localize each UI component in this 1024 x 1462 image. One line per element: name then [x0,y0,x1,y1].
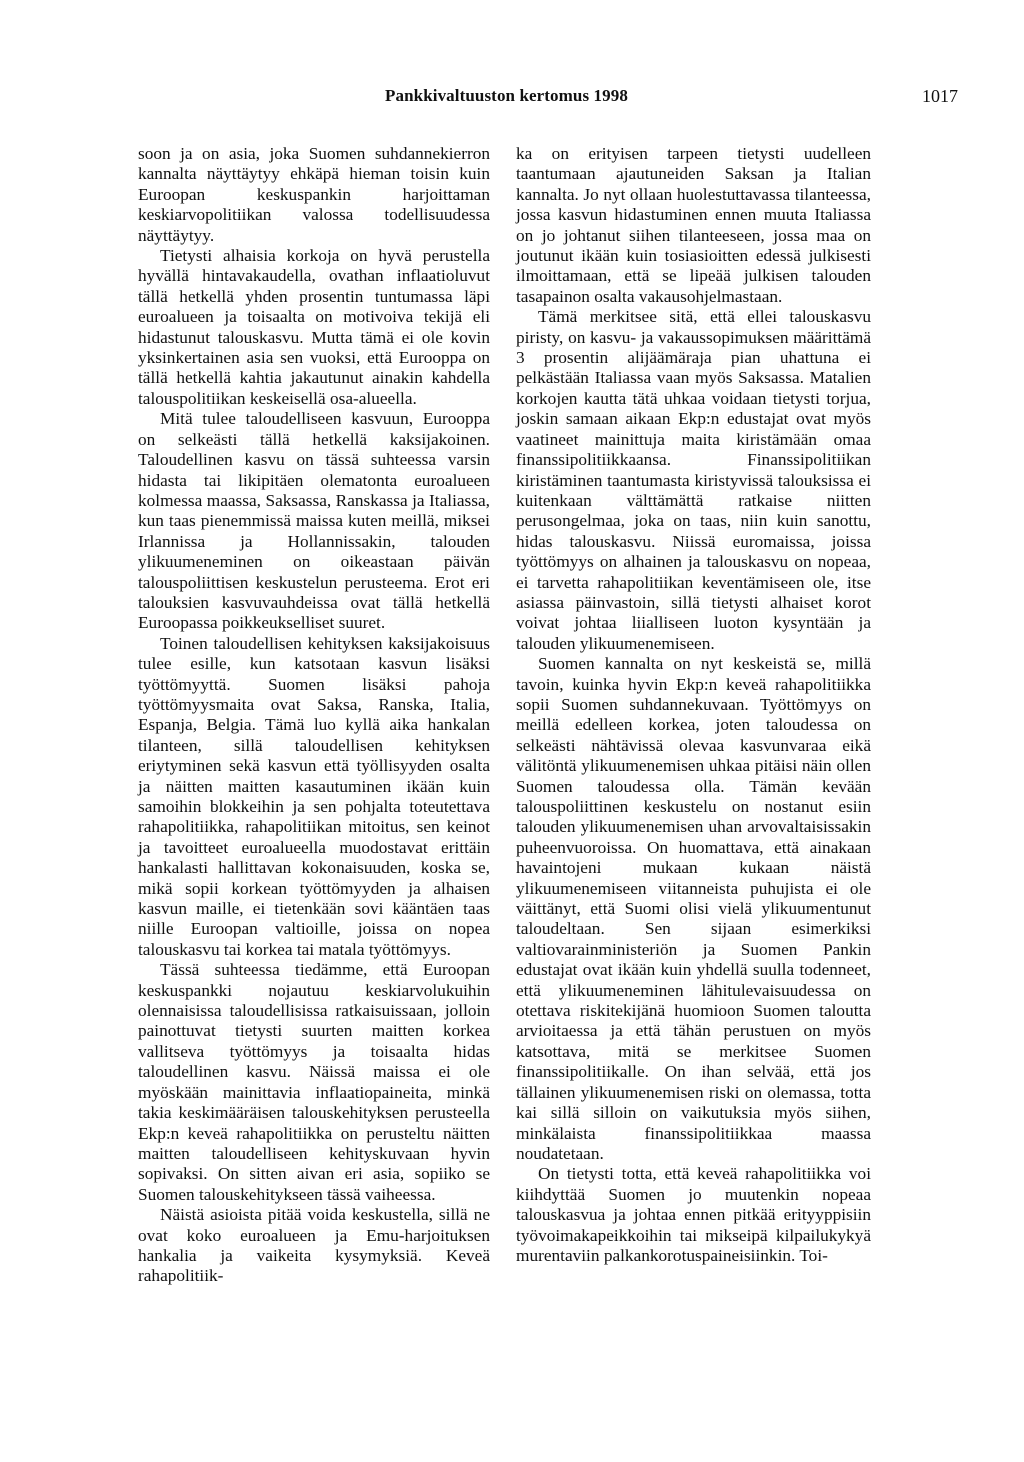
paragraph: On tietysti totta, että keveä rahapolitiikka voi kiihdyttää Suomen jo muutenkin nopeaa talouskasvua ja johtaa ennen pitkää erityyppisiin työvoimakapeikkoihin tai mikseipä kilpailukykyä murentaviin palkankorotuspaineisiinkin. Toi- [516,1164,871,1265]
page-number: 1017 [922,86,958,106]
paragraph: Toinen taloudellisen kehityksen kaksijakoisuus tulee esille, kun katsotaan kasvun lisäksi työttömyyttä. Suomen lisäksi pahoja työttömyysmaita ovat Saksa, Ranska, Italia, Espanja, Belgia. Tämä luo kyllä aika hankalan tilanteen, sillä taloudellisen kehityksen eriytyminen sekä kasvun että työllisyyden osalta ja näitten maitten kasautuminen ikään kuin samoihin blokkeihin ja sen pohjalta toteutettava rahapolitiikka, rahapolitiikan mitoitus, sen keinot ja tavoitteet euroalueella muodostavat erittäin hankalasti hallittavan kokonaisuuden, koska se, mikä sopii korkean työttömyyden ja alhaisen kasvun maille, ei tietenkään sovi kääntäen taas niille Euroopan valtioille, joissa on nopea talouskasvu tai korkea tai matala työttömyys. [138,633,490,959]
paragraph: ka on erityisen tarpeen tietysti uudelleen taantumaan ajautuneiden Saksan ja Italian kannalta. Jo nyt ollaan huolestuttavassa tilanteessa, jossa kasvun hidastuminen ennen muuta Italiassa on jo johtanut siihen tilanteeseen, jossa maa on joutunut ikään kuin tosiasioitten edessä julkisesti ilmoittamaan, että se lipeää julkisen talouden tasapainon osalta vakausohjelmastaan. [516,144,871,306]
left-column [138,144,490,1287]
paragraph: Tässä suhteessa tiedämme, että Euroopan keskuspankki nojautuu keskiarvolukuihin olennaisissa taloudellisissa ratkaisuissaan, jolloin painottuvat tietysti suurten maitten korkea vallitseva työttömyys ja toisaalta hidas taloudellinen kasvu. Näissä maissa ei ole myöskään mainittavia inflaatiopaineita, minkä takia keskimääräisen talouskehityksen perusteella Ekp:n keveä rahapolitiikka on perusteltu näitten maitten taloudelliseen kehityskuvaan hyvin sopivaksi. On sitten aivan eri asia, sopiiko se Suomen talouskehitykseen tässä vaiheessa. [138,960,490,1204]
paragraph: soon ja on asia, joka Suomen suhdannekierron kannalta näyttäytyy ehkäpä hieman toisin kuin Euroopan keskuspankin harjoittaman keskiarvopolitiikan valossa todellisuudessa näyttäytyy. [138,144,490,245]
right-column [516,144,871,1266]
paragraph: Suomen kannalta on nyt keskeistä se, millä tavoin, kuinka hyvin Ekp:n keveä rahapolitiikka sopii Suomen suhdannekuvaan. Työttömyys on meillä edelleen korkea, joten taloudessa on selkeästi nähtävissä olevaa kasvunvaraa eikä välitöntä ylikuumenemisen uhkaa pitäisi näin ollen Suomen taloudessa olla. Tämän kevään talouspoliittinen keskustelu on nostanut esiin talouden ylikuumenemisen uhan arvovaltaisissakin puheenvuoroissa. On huomattava, että ainakaan havaintojeni mukaan kukaan näistä ylikuumenemiseen viitanneista puhujista ei ole väittänyt, että Suomi olisi vielä ylikuumentunut taloudeltaan. Sen sijaan esimerkiksi valtiovarainministeriön ja Suomen Pankin edustajat ovat ikään kuin yhdellä suulla todenneet, että ylikuumeneminen lähitulevaisuudessa on otettava riskitekijänä huomioon Suomen taloutta arvioitaessa ja että tähän perustuen on myös katsottava, mitä se merkitsee Suomen finanssipolitiikalle. On ihan selvää, että jos tällainen ylikuumenemisen riski on olemassa, totta kai sillä silloin on vaikutuksia myös siihen, minkälaista finanssipolitiikkaa maassa noudatetaan. [516,654,871,1163]
running-title: Pankkivaltuuston kertomus 1998 [385,86,628,105]
page-header [138,86,958,116]
paragraph: Tämä merkitsee sitä, että ellei talouskasvu piristy, on kasvu- ja vakaussopimuksen määrittämä 3 prosentin alijäämäraja pian uhattuna ei pelkästään Italiassa vaan myös Saksassa. Matalien korkojen kautta tätä uhkaa voidaan tietysti torjua, joskin samaan aikaan Ekp:n edustajat ovat myös vaatineet mainittuja maita kiristämään omaa finanssipolitiikkaansa. Finanssipolitiikan kiristäminen taantumasta kiristyvissä talouksissa ei kuitenkaan välttämättä ratkaise niitten perusongelmaa, joka on taas, niin kuin sanottu, hidas talouskasvu. Niissä euromaissa, joissa työttömyys on alhainen ja talouskasvu on nopeaa, ei tarvetta rahapolitiikan keventämiseen ole, itse asiassa päinvastoin, sillä tietysti alhaiset korot voivat johtaa liialliseen luoton kysyntään ja talouden ylikuumenemiseen. [516,307,871,653]
paragraph: Näistä asioista pitää voida keskustella, sillä ne ovat koko euroalueen ja Emu-harjoituksen hankalia ja vaikeita kysymyksiä. Keveä rahapolitiik- [138,1205,490,1286]
paragraph: Tietysti alhaisia korkoja on hyvä perustella hyvällä hintavakaudella, ovathan inflaatioluvut tällä hetkellä yhden prosentin tuntumassa läpi euroalueen ja toisaalta on motivoiva tekijä eli hidastunut talouskasvu. Mutta tämä ei ole kovin yksinkertainen asia sen vuoksi, että Eurooppa on tällä hetkellä kahtia jakautunut ainakin kahdella talouspolitiikan keskeisellä osa-alueella. [138,246,490,408]
paragraph: Mitä tulee taloudelliseen kasvuun, Eurooppa on selkeästi tällä hetkellä kaksijakoinen. Taloudellinen kasvu on tässä suhteessa varsin hidasta tai likipitäen olematonta euroalueen kolmessa maassa, Saksassa, Ranskassa ja Italiassa, kun taas pienemmissä maissa kuten meillä, miksei Irlannissa ja Hollannissakin, talouden ylikuumeneminen on oikeastaan päivän talouspoliittisen keskustelun perusteema. Erot eri talouksien kasvuvauhdeissa ovat tällä hetkellä Euroopassa poikkeukselliset suuret. [138,409,490,633]
